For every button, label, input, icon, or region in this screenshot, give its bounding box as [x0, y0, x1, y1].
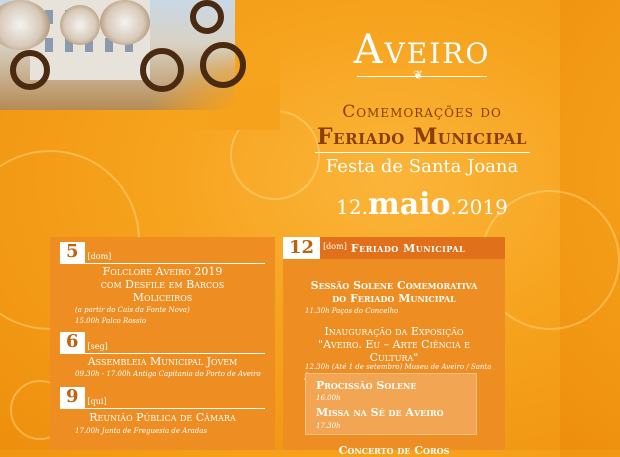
event-title-partial: Concerto de Coros	[338, 444, 450, 457]
event-note: 12.30h (Até 1 de setembro) Museu de Aveiro / Santa	[305, 363, 492, 371]
highlight-time: 16.00h	[316, 394, 341, 402]
day-header	[60, 242, 111, 264]
day-header	[283, 237, 505, 259]
event-note: 09.30h - 17.00h Antiga Capitania do Porto de Aveiro	[75, 370, 261, 378]
program-right-card	[283, 237, 505, 457]
ornament-scroll	[10, 50, 50, 90]
event-note: 11.30h Paços do Concelho	[305, 307, 399, 315]
highlight-title: Missa na Sé de Aveiro	[316, 406, 444, 419]
festa-title: Festa de Santa Joana	[325, 156, 519, 177]
event-title-line: Sessão Solene Comemorativa	[310, 279, 478, 292]
event-note: (a partir do Cais da Fonte Nova)	[75, 306, 190, 314]
program-left-card	[50, 237, 275, 450]
date-day: 12.	[336, 195, 368, 219]
divider-line	[60, 353, 265, 354]
ornament-scroll	[140, 48, 184, 92]
city-title: Aveiro	[353, 27, 491, 73]
event-title: Assembleia Municipal Jovem	[87, 355, 238, 368]
day-weekday: [seg]	[87, 342, 108, 351]
event-title-line: com Desfile em Barcos	[100, 278, 225, 291]
event-title-line: do Feriado Municipal	[332, 292, 456, 305]
day-heading: Feriado Municipal	[350, 241, 466, 255]
day-number: 5	[60, 242, 85, 264]
day-weekday: [dom]	[87, 252, 112, 261]
day-weekday: [dom]	[323, 242, 347, 251]
divider-line	[60, 408, 265, 409]
day-number: 9	[60, 387, 85, 409]
day-header	[60, 332, 108, 354]
day-header	[60, 387, 107, 409]
subtitle-holiday: Feriado Municipal	[317, 124, 527, 150]
event-title	[288, 325, 500, 364]
date-year: .2019	[450, 195, 508, 219]
divider-line	[60, 263, 265, 264]
divider-line	[315, 152, 530, 153]
event-note: 15.00h Palco Rossio	[75, 317, 147, 325]
event-title-line: Cultura"	[369, 351, 419, 364]
ornament-scroll	[200, 42, 246, 88]
subtitle-commemorations: Comemorações do	[342, 102, 502, 122]
event-title-line: "Aveiro. Eu – Arte Ciência e	[318, 338, 470, 351]
event-title: Reunião Pública de Câmara	[89, 411, 236, 424]
event-title-line: Folclore Aveiro 2019	[102, 265, 223, 278]
event-note: 17.00h Junta de Freguesia de Aradas	[75, 427, 208, 435]
highlight-title: Procissão Solene	[316, 379, 417, 392]
title-block	[292, 27, 552, 222]
ornament-scroll	[190, 0, 224, 34]
event-title	[288, 279, 500, 305]
ornament-divider	[357, 76, 487, 82]
day-number: 6	[60, 332, 85, 354]
day-weekday: [qui]	[87, 397, 107, 406]
event-title	[60, 265, 265, 304]
event-date	[292, 187, 552, 222]
highlight-time: 17.30h	[316, 422, 341, 430]
event-title-line: Inauguração da Exposição	[324, 325, 464, 338]
day-number: 12	[283, 237, 320, 259]
event-title-line: Moliceiros	[132, 291, 193, 304]
date-month: maio	[367, 187, 451, 222]
highlight-box	[305, 373, 477, 435]
